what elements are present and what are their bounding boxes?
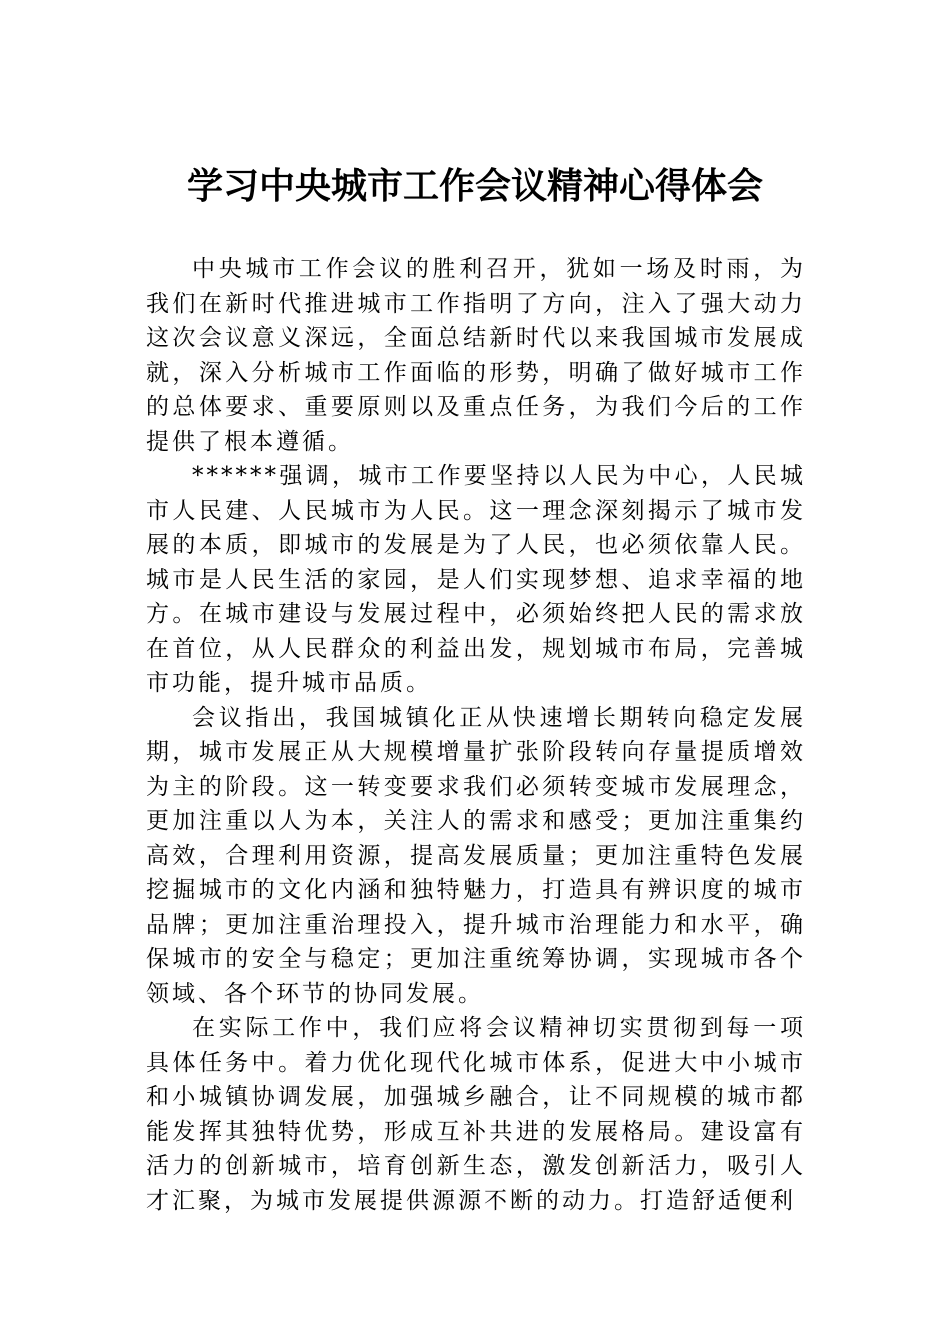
paragraph-1: 中央城市工作会议的胜利召开，犹如一场及时雨，为我们在新时代推进城市工作指明了方向，注入了强大动力这次会议意义深远，全面总结新时代以来我国城市发展成就，深入分析城市工作面临的形势，明确了做好城市工作的总体要求、重要原则以及重点任务，为我们今后的工作提供了根本遵循。: [146, 256, 806, 455]
document-title: 学习中央城市工作会议精神心得体会: [186, 165, 763, 207]
paragraph-4: 在实际工作中，我们应将会议精神切实贯彻到每一项具体任务中。着力优化现代化城市体系，促进大中小城市和小城镇协调发展，加强城乡融合，让不同规模的城市都能发挥其独特优势，形成互补共进的发展格局。建设富有活力的创新城市，培育创新生态，激发创新活力，吸引人才汇聚，为城市发展提供源源不断的动力。打造舒适便利: [146, 1015, 806, 1214]
paragraph-2: ******强调，城市工作要坚持以人民为中心，人民城市人民建、人民城市为人民。这一理念深刻揭示了城市发展的本质，即城市的发展是为了人民，也必须依靠人民。城市是人民生活的家园，是人们实现梦想、追求幸福的地方。在城市建设与发展过程中，必须始终把人民的需求放在首位，从人民群众的利益出发，规划城市布局，完善城市功能，提升城市品质。: [146, 463, 806, 696]
paragraph-3: 会议指出，我国城镇化正从快速增长期转向稳定发展期，城市发展正从大规模增量扩张阶段转向存量提质增效为主的阶段。这一转变要求我们必须转变城市发展理念，更加注重以人为本，关注人的需求和感受；更加注重集约高效，合理利用资源，提高发展质量；更加注重特色发展挖掘城市的文化内涵和独特魅力，打造具有辨识度的城市品牌；更加注重治理投入，提升城市治理能力和水平，确保城市的安全与稳定；更加注重统筹协调，实现城市各个领域、各个环节的协同发展。: [146, 704, 806, 1007]
document-body: [146, 252, 806, 1218]
